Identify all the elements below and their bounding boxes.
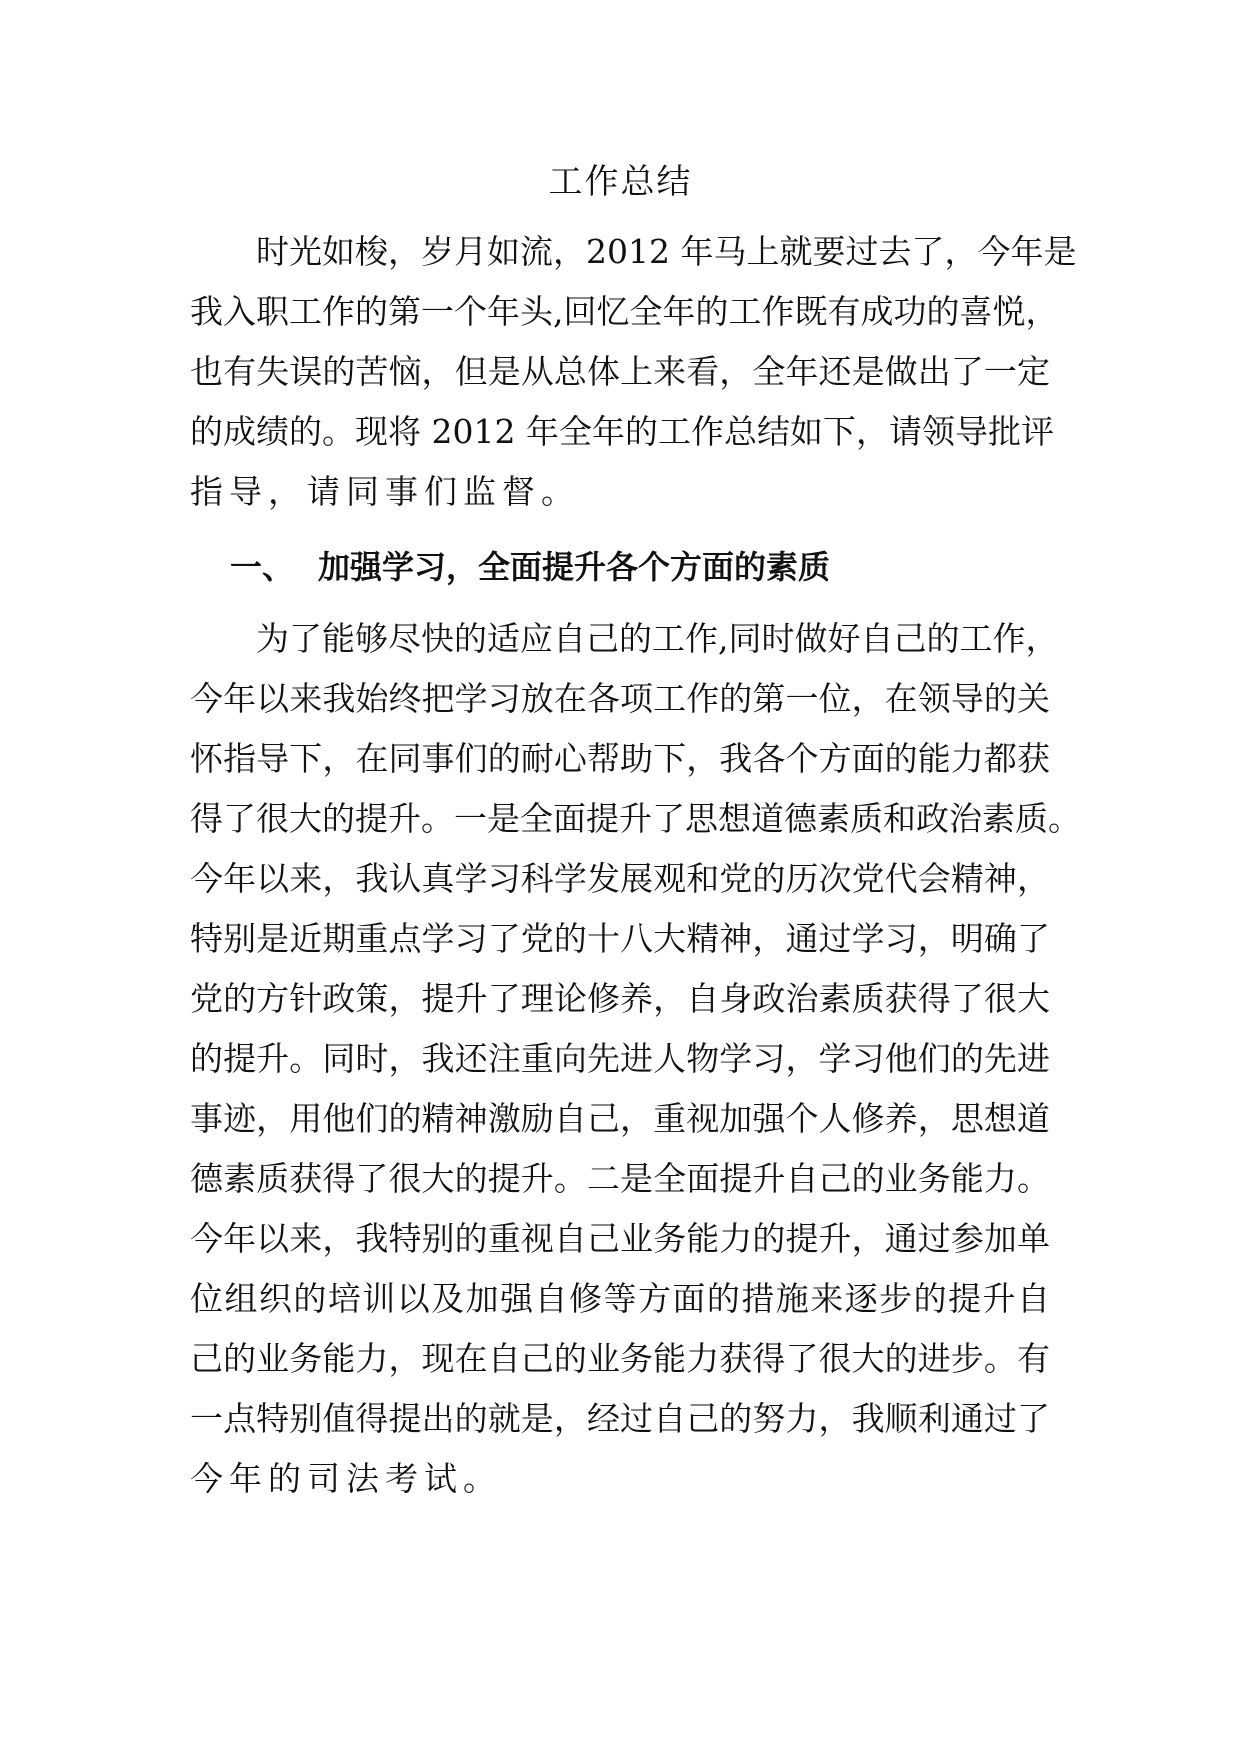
paragraph-2-line-7: 党的方针政策，提升了理论修养，自身政治素质获得了很大	[190, 979, 1050, 1018]
paragraph-2-line-15: 今年的司法考试。	[190, 1459, 502, 1498]
paragraph-1-line-1: 时光如梭，岁月如流，2012 年马上就要过去了，今年是	[256, 232, 1077, 271]
paragraph-1-line-2: 我入职工作的第一个年头,回忆全年的工作既有成功的喜悦，	[190, 292, 1059, 331]
document-title: 工作总结	[548, 162, 693, 202]
paragraph-2-line-9: 事迹，用他们的精神激励自己，重视加强个人修养，思想道	[190, 1099, 1050, 1138]
paragraph-2-line-13: 己的业务能力，现在自己的业务能力获得了很大的进步。有	[190, 1339, 1050, 1378]
section-1-heading-text: 加强学习，全面提升各个方面的素质	[318, 548, 831, 586]
paragraph-2-line-11: 今年以来，我特别的重视自己业务能力的提升，通过参加单	[190, 1219, 1050, 1258]
paragraph-2-line-5: 今年以来，我认真学习科学发展观和党的历次党代会精神，	[190, 859, 1050, 898]
paragraph-2-line-6: 特别是近期重点学习了党的十八大精神，通过学习，明确了	[190, 919, 1050, 958]
paragraph-1-line-3: 也有失误的苦恼，但是从总体上来看，全年还是做出了一定	[190, 352, 1050, 391]
paragraph-1-line-4: 的成绩的。现将 2012 年全年的工作总结如下，请领导批评	[190, 412, 1054, 451]
paragraph-2-line-8: 的提升。同时，我还注重向先进人物学习，学习他们的先进	[190, 1039, 1050, 1078]
paragraph-2-line-4: 得了很大的提升。一是全面提升了思想道德素质和政治素质。	[190, 799, 1081, 838]
paragraph-2-line-10: 德素质获得了很大的提升。二是全面提升自己的业务能力。	[190, 1159, 1050, 1198]
paragraph-1-line-5: 指导，请同事们监督。	[190, 472, 580, 511]
paragraph-2-line-1: 为了能够尽快的适应自己的工作,同时做好自己的工作，	[256, 619, 1059, 658]
paragraph-2-line-2: 今年以来我始终把学习放在各项工作的第一位，在领导的关	[190, 679, 1050, 718]
paragraph-2-line-12: 位组织的培训以及加强自修等方面的措施来逐步的提升自	[190, 1279, 1050, 1318]
paragraph-2-line-14: 一点特别值得提出的就是，经过自己的努力，我顺利通过了	[190, 1399, 1050, 1438]
section-1-number: 一、	[230, 548, 295, 586]
paragraph-2-line-3: 怀指导下，在同事们的耐心帮助下，我各个方面的能力都获	[190, 739, 1050, 778]
section-1-heading	[230, 545, 830, 589]
